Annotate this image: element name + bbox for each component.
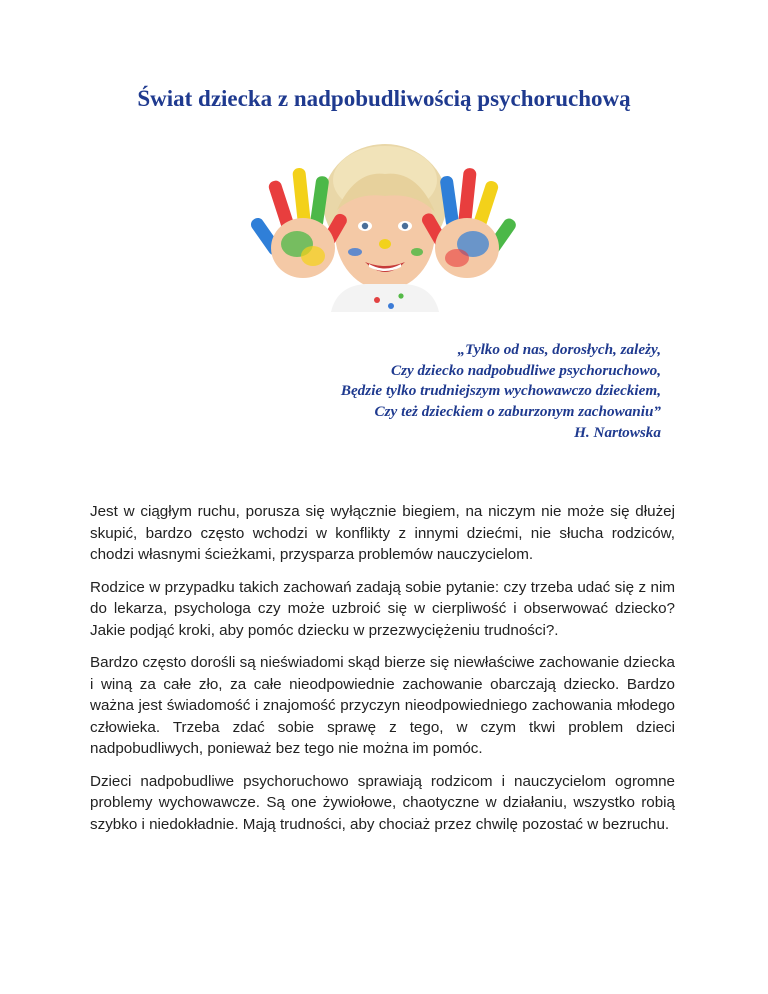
child-with-painted-hands-photo — [245, 140, 523, 312]
quote-line: Będzie tylko trudniejszym wychowawczo dzieckiem, — [340, 382, 661, 400]
paragraph: Jest w ciągłym ruchu, porusza się wyłącznie biegiem, na niczym nie może się dłużej skupić, bardzo często wchodzi w konflikty z innymi dziećmi, nie słucha rodziców, chodzi własnymi ścieżkami, przysparza problemów nauczycielom. — [90, 503, 675, 563]
quote-line: „Tylko od nas, dorosłych, zależy, — [457, 341, 661, 358]
paragraph: Dzieci nadpobudliwe psychoruchowo sprawiają rodzicom i nauczycielom ogromne problemy wychowawcze. Są one żywiołowe, chaotyczne w działaniu, wszystko robią szybko i niedokładnie. Mają trudności, aby chociaż przez chwilę pozostać w bezruchu. — [90, 772, 675, 833]
epigraph-quote — [141, 340, 661, 444]
quote-line: Czy też dzieckiem o zaburzonym zachowaniu” — [374, 403, 661, 421]
quote-line: Czy dziecko nadpobudliwe psychoruchowo, — [390, 361, 661, 379]
quote-author: H. Nartowska — [574, 423, 661, 441]
article-body — [90, 501, 675, 846]
paragraph: Rodzice w przypadku takich zachowań zadają sobie pytanie: czy trzeba udać się z nim do lekarza, psychologa czy może uzbroić się w cierpliwość i obserwować dziecko? Jakie podjąć kroki, aby pomóc dziecku w przezwyciężeniu trudności?. — [90, 578, 675, 639]
page-title: Świat dziecka z nadpobudliwością psychoruchową — [137, 86, 631, 111]
paragraph: Bardzo często dorośli są nieświadomi skąd bierze się niewłaściwe zachowanie dziecka i winą za całe zło, za całe nieodpowiednie zachowanie obarczają dziecko. Bardzo ważna jest świadomość i znajomość przyczyn nieodpowiedniego zachowania młodego człowieka. Trzeba zdać sobie sprawę z tego, w czym tkwi problem dzieci nadpobudliwych, ponieważ bez tego nie można im pomóc. — [90, 654, 675, 757]
